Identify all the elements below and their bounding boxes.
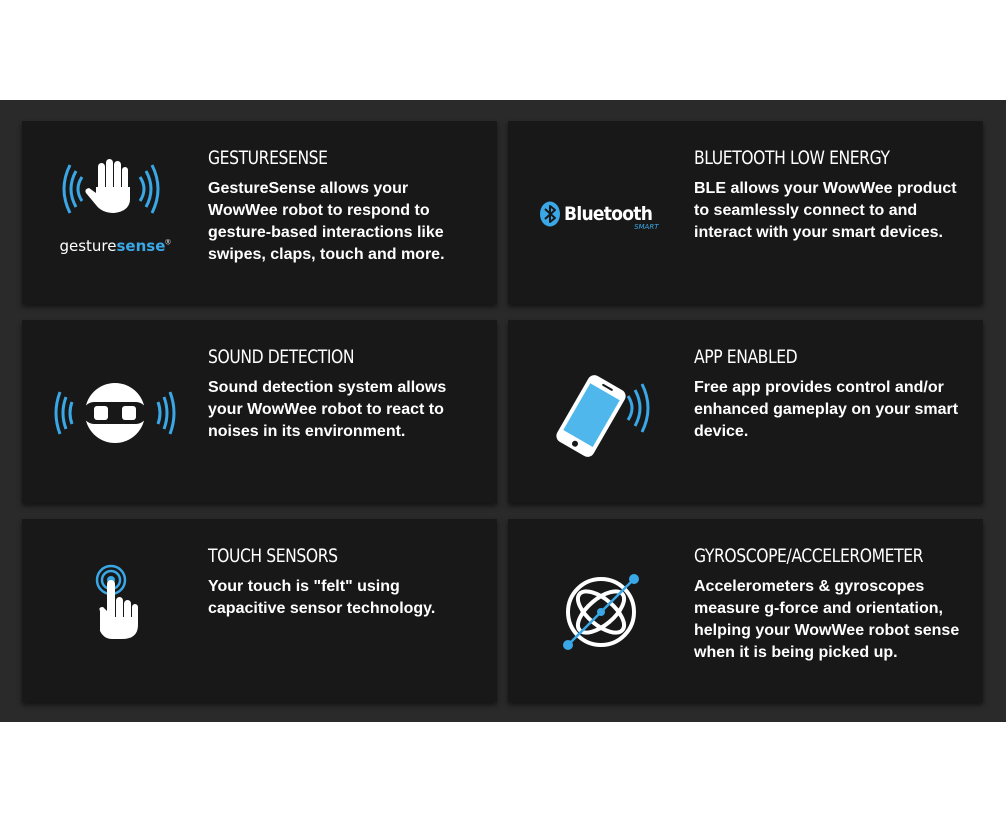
logo-word-gesture: gesture	[59, 237, 117, 255]
feature-description: Your touch is "felt" using capacitive sensor technology.	[208, 578, 436, 617]
bluetooth-rune-icon	[539, 201, 561, 227]
touch-icon	[50, 547, 180, 677]
feature-card-app	[508, 320, 983, 503]
bluetooth-logo	[539, 201, 662, 231]
smartphone-icon	[536, 348, 666, 478]
feature-title: TOUCH SENSORS	[208, 545, 338, 567]
feature-title: GYROSCOPE/ACCELEROMETER	[694, 545, 924, 567]
gyroscope-icon	[536, 547, 666, 677]
logo-word-smart: SMART	[634, 223, 659, 231]
feature-card-bluetooth	[508, 121, 983, 304]
feature-title: APP ENABLED	[694, 346, 798, 368]
logo-word-bluetooth: Bluetooth	[564, 203, 653, 225]
feature-description: Accelerometers & gyroscopes measure g-force and orientation, helping your WowWee robot sense when it is being picked up.	[694, 578, 960, 661]
feature-title: GESTURESENSE	[208, 147, 328, 169]
feature-description: GestureSense allows your WowWee robot to respond to gesture-based interactions like swipes, claps, touch and more.	[208, 180, 445, 263]
bluetooth-icon	[536, 149, 666, 279]
sound-detection-icon	[50, 348, 180, 478]
feature-card-sound	[22, 320, 497, 503]
feature-title: SOUND DETECTION	[208, 346, 355, 368]
feature-title: BLUETOOTH LOW ENERGY	[694, 147, 890, 169]
gesturesense-logo: gesturesense®	[59, 237, 171, 255]
gesture-sense-icon	[50, 149, 180, 279]
feature-card-gyroscope	[508, 519, 983, 702]
feature-description: Sound detection system allows your WowWee robot to react to noises in its environment.	[208, 379, 447, 440]
feature-description: BLE allows your WowWee product to seamlessly connect to and interact with your smart devices.	[694, 180, 957, 241]
feature-card-gesturesense	[22, 121, 497, 304]
logo-word-sense: sense	[116, 237, 166, 255]
feature-card-touch	[22, 519, 497, 702]
feature-description: Free app provides control and/or enhanced gameplay on your smart device.	[694, 379, 959, 440]
